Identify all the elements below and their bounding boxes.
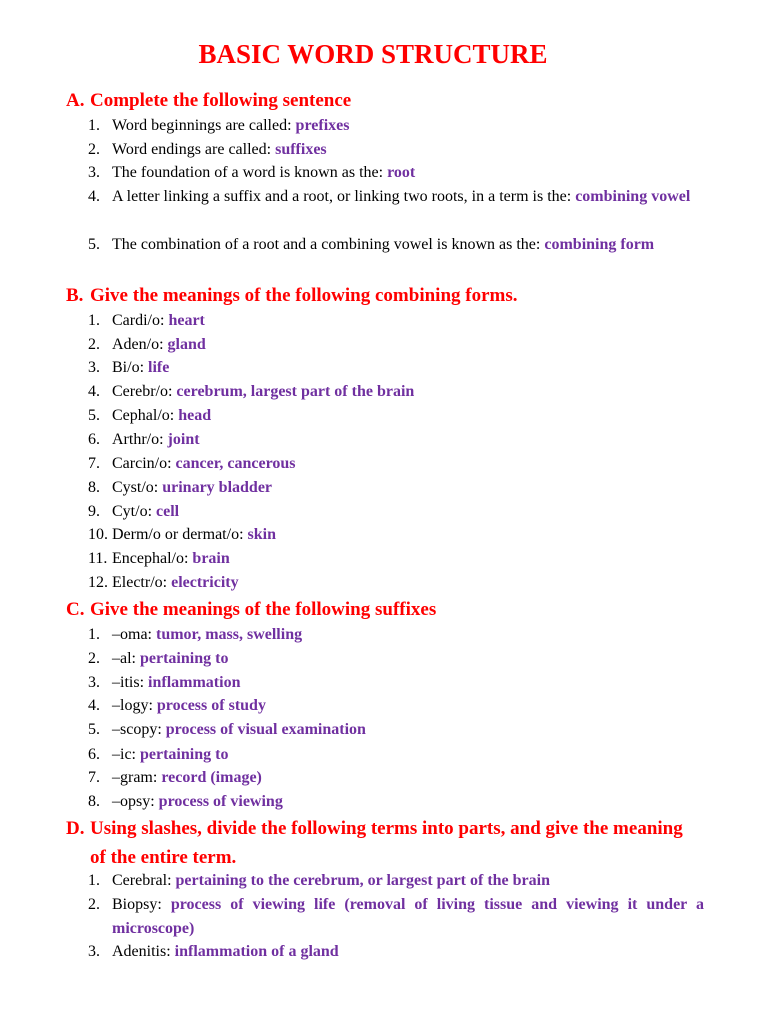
list-item bbox=[88, 138, 704, 162]
item-text: Derm/o or dermat/o: bbox=[112, 526, 248, 543]
item-answer: heart bbox=[168, 312, 205, 329]
item-text: Arthr/o: bbox=[112, 431, 168, 448]
item-number: 3. bbox=[88, 943, 100, 960]
item-number: 3. bbox=[88, 674, 100, 691]
item-text: –gram: bbox=[112, 769, 162, 786]
item-text: Aden/o: bbox=[112, 336, 168, 353]
item-number: 2. bbox=[88, 896, 100, 913]
list-item bbox=[88, 523, 704, 547]
item-answer: root bbox=[387, 164, 416, 181]
list-item bbox=[88, 647, 704, 671]
item-text: Cerebr/o: bbox=[112, 383, 177, 400]
item-text: –logy: bbox=[112, 697, 157, 714]
list-item bbox=[88, 869, 704, 893]
item-number: 5. bbox=[88, 721, 100, 738]
item-number: 8. bbox=[88, 479, 100, 496]
item-number: 6. bbox=[88, 746, 100, 763]
item-text: Encephal/o: bbox=[112, 550, 193, 567]
section-b-letter: B. bbox=[66, 285, 84, 306]
item-number: 3. bbox=[88, 164, 100, 181]
section-c-heading bbox=[66, 595, 716, 624]
list-item bbox=[88, 790, 704, 814]
item-number: 3. bbox=[88, 359, 100, 376]
item-number: 1. bbox=[88, 626, 100, 643]
list-item bbox=[88, 671, 704, 695]
item-number: 1. bbox=[88, 312, 100, 329]
list-item bbox=[88, 547, 704, 571]
item-answer: gland bbox=[167, 336, 206, 353]
item-text: –ic: bbox=[112, 746, 140, 763]
item-answer: skin bbox=[247, 526, 276, 543]
item-text: Word beginnings are called: bbox=[112, 117, 296, 134]
item-text: Adenitis: bbox=[112, 943, 175, 960]
item-answer: process of study bbox=[156, 697, 266, 714]
list-item bbox=[88, 893, 704, 941]
item-number: 2. bbox=[88, 141, 100, 158]
list-item bbox=[88, 114, 704, 138]
item-number: 4. bbox=[88, 697, 100, 714]
list-item bbox=[88, 428, 704, 452]
item-text: –opsy: bbox=[112, 793, 159, 810]
item-answer: pertaining to bbox=[140, 746, 229, 763]
item-text: Cerebral: bbox=[112, 872, 176, 889]
item-answer: joint bbox=[167, 431, 200, 448]
section-c-letter: C. bbox=[66, 599, 85, 620]
list-item bbox=[88, 940, 704, 964]
section-b-heading bbox=[66, 281, 716, 310]
item-text: Bi/o: bbox=[112, 359, 149, 376]
item-text: –itis: bbox=[112, 674, 149, 691]
item-answer: electricity bbox=[171, 574, 239, 591]
item-answer: cancer, cancerous bbox=[175, 455, 296, 472]
list-item bbox=[88, 404, 704, 428]
item-answer: inflammation bbox=[148, 674, 241, 691]
item-text: Cephal/o: bbox=[112, 407, 179, 424]
item-number: 1. bbox=[88, 872, 100, 889]
item-text: Cyst/o: bbox=[112, 479, 163, 496]
list-item bbox=[88, 571, 704, 595]
item-number: 5. bbox=[88, 407, 100, 424]
list-item bbox=[88, 743, 704, 767]
item-text: Word endings are called: bbox=[112, 141, 276, 158]
item-answer: tumor, mass, swelling bbox=[156, 626, 303, 643]
item-answer: record (image) bbox=[161, 769, 262, 786]
list-item bbox=[88, 766, 704, 790]
item-answer: inflammation of a gland bbox=[174, 943, 339, 960]
item-answer: process of viewing life (removal of living tissue and viewing it under a microscope) bbox=[112, 896, 705, 937]
item-number: 8. bbox=[88, 793, 100, 810]
item-answer: cerebrum, largest part of the brain bbox=[176, 383, 415, 400]
item-text: –scopy: bbox=[112, 721, 166, 738]
item-text: –al: bbox=[112, 650, 140, 667]
section-d-heading bbox=[66, 814, 696, 872]
item-text: Biopsy: bbox=[112, 896, 171, 913]
item-number: 9. bbox=[88, 503, 100, 520]
section-d-title: Using slashes, divide the following terms into parts, and give the meaning of the entire term. bbox=[90, 818, 683, 868]
list-item bbox=[88, 500, 704, 524]
section-b-title: Give the meanings of the following combining forms. bbox=[90, 285, 518, 306]
item-answer: pertaining to bbox=[140, 650, 229, 667]
item-answer: head bbox=[178, 407, 212, 424]
list-item bbox=[88, 309, 704, 333]
item-number: 5. bbox=[88, 236, 100, 253]
list-item bbox=[88, 380, 704, 404]
item-answer: process of visual examination bbox=[165, 721, 366, 738]
item-text: A letter linking a suffix and a root, or linking two roots, in a term is the: bbox=[112, 188, 576, 205]
section-a-letter: A. bbox=[66, 90, 85, 111]
section-a-title: Complete the following sentence bbox=[90, 90, 352, 111]
item-number: 1. bbox=[88, 117, 100, 134]
page-title: BASIC WORD STRUCTURE bbox=[198, 39, 548, 69]
item-answer: combining vowel bbox=[575, 188, 691, 205]
item-answer: suffixes bbox=[275, 141, 327, 158]
item-number: 4. bbox=[88, 383, 100, 400]
item-number: 2. bbox=[88, 650, 100, 667]
item-answer: pertaining to the cerebrum, or largest part of the brain bbox=[175, 872, 550, 889]
item-number: 7. bbox=[88, 455, 100, 472]
item-answer: urinary bladder bbox=[162, 479, 273, 496]
item-answer: combining form bbox=[544, 236, 655, 253]
item-number: 10. bbox=[88, 526, 108, 543]
item-text: Cyt/o: bbox=[112, 503, 157, 520]
item-answer: brain bbox=[192, 550, 230, 567]
item-answer: life bbox=[148, 359, 170, 376]
list-item bbox=[88, 452, 704, 476]
item-number: 11. bbox=[88, 550, 108, 567]
list-item bbox=[88, 161, 704, 185]
list-item bbox=[88, 718, 704, 742]
list-item bbox=[88, 623, 704, 647]
section-a-heading bbox=[66, 86, 716, 115]
item-answer: cell bbox=[156, 503, 180, 520]
section-c-title: Give the meanings of the following suffixes bbox=[90, 599, 437, 620]
section-d-letter: D. bbox=[66, 818, 85, 839]
list-item bbox=[88, 233, 704, 257]
list-item bbox=[88, 694, 704, 718]
item-text: The combination of a root and a combining vowel is known as the: bbox=[112, 236, 545, 253]
item-number: 4. bbox=[88, 188, 100, 205]
item-number: 12. bbox=[88, 574, 108, 591]
item-text: –oma: bbox=[112, 626, 156, 643]
item-answer: process of viewing bbox=[158, 793, 283, 810]
item-answer: prefixes bbox=[295, 117, 350, 134]
item-text: Electr/o: bbox=[112, 574, 172, 591]
list-item bbox=[88, 333, 704, 357]
item-text: Cardi/o: bbox=[112, 312, 169, 329]
item-number: 2. bbox=[88, 336, 100, 353]
list-item bbox=[88, 356, 704, 380]
item-text: The foundation of a word is known as the: bbox=[112, 164, 388, 181]
item-number: 6. bbox=[88, 431, 100, 448]
list-item bbox=[88, 185, 704, 209]
item-text: Carcin/o: bbox=[112, 455, 176, 472]
list-item bbox=[88, 476, 704, 500]
item-number: 7. bbox=[88, 769, 100, 786]
